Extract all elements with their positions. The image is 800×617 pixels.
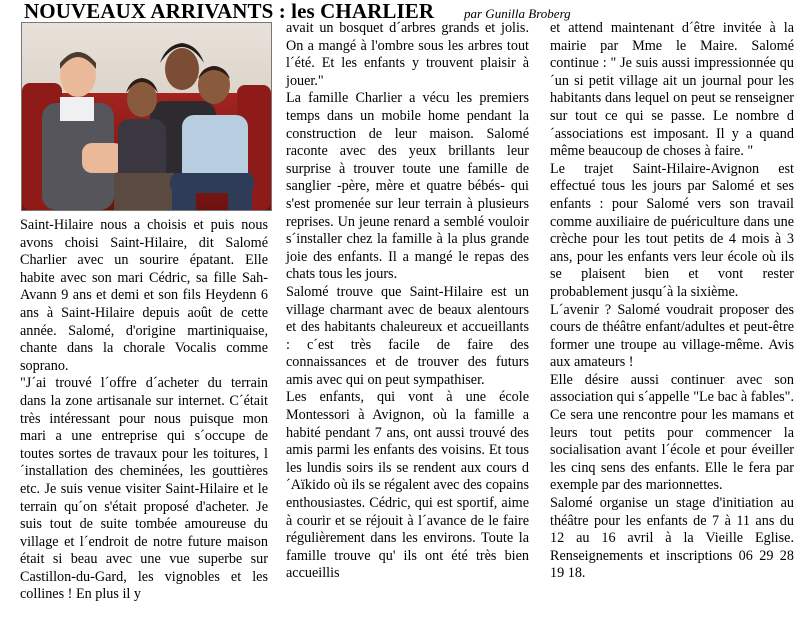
paragraph: et attend maintenant d´être invitée à la mairie par Mme le Maire. Salomé continue : " Je suis aussi impressionnée qu´un si petit village ait un journal pour les habitants dans lequel on peut se renseigner sur tout ce qui se passe. Le nombre d´associations est imposant. Il y a quand même beaucoup de choses à faire. " xyxy=(550,20,794,160)
paragraph: La famille Charlier a vécu les premiers temps dans un mobile home pendant la construction de leur maison. Salomé raconte avec des yeux brillants leur surprise à trouver toute une famille de sanglier -père, mère et quatre bébés- qui s'est promenée sur leur terrain à plusieurs reprises. Un jeune renard a semblé vouloir s´installer chez la famille à la plus grande joie des enfants. Il a mangé le repas des chats tous les jours. xyxy=(286,90,529,283)
paragraph: Elle désire aussi continuer avec son association qui s´appelle "Le bac à fables". Ce sera une rencontre pour les mamans et leurs tout petits pour commencer la socialisation avant l´école et pour éveiller les cinq sens des enfants. Elle le fera par exemple par des marionnettes. xyxy=(550,371,794,494)
article-headline: NOUVEAUX ARRIVANTS : les CHARLIER xyxy=(24,0,435,23)
paragraph: Le trajet Saint-Hilaire-Avignon est effectué tous les jours par Salomé et ses enfants : pour Salomé vers son travail comme auxiliaire de puériculture dans une crèche pour les tout petits de 4 mois à 3 ans, pour les enfants vers leur école où ils se plaisent bien et vont rester probablement jusqu´à la sixième. xyxy=(550,160,794,300)
column-1 xyxy=(20,217,268,604)
paragraph: Salomé organise un stage d'initiation au théâtre pour les enfants de 7 à 11 ans du 12 au 16 avril à la Vieille Eglise. Renseignements et inscriptions 06 29 28 19 18. xyxy=(550,495,794,582)
paragraph: Salomé trouve que Saint-Hilaire est un village charmant avec de beaux alentours et des habitants chaleureux et accueillants : c´est très facile de faire des connaissances et de trouver des futurs amis avec qui on peut sympathiser. xyxy=(286,283,529,388)
paragraph: avait un bosquet d´arbres grands et jolis. On a mangé à l'ombre sous les arbres tout l´été. Et les enfants y trouvent plaisir à jouer." xyxy=(286,20,529,89)
article-byline: par Gunilla Broberg xyxy=(464,6,571,21)
column-2 xyxy=(286,20,529,583)
paragraph: L´avenir ? Salomé voudrait proposer des cours de théâtre enfant/adultes et peut-être former une troupe au village-même. Avis aux amateurs ! xyxy=(550,301,794,371)
family-photo xyxy=(21,22,272,211)
column-3 xyxy=(550,20,794,583)
paragraph: Les enfants, qui vont à une école Montessori à Avignon, où la famille a habité pendant 7 ans, ont aussi trouvé des amis parmi les enfants des voisins. Et tous les lundis soirs ils se rendent aux cours d´Aïkido où ils se régalent avec des copains enthousiastes. Cédric, qui est sportif, aime à courir et se réjouit à l´avance de le faire régulièrement dans les environs. Toute la famille trouve qu' ils ont été très bien accueillis xyxy=(286,389,529,582)
paragraph: Saint-Hilaire nous a choisis et puis nous avons choisi Saint-Hilaire, dit Salomé Charlier avec un sourire épatant. Elle habite avec son mari Cédric, sa fille Sah-Avann 9 ans et demi et son fils Heydenn 6 ans à Saint-Hilaire depuis août de cette année. Salomé, d'origine martiniquaise, chante dans la chorale Vocalis comme soprano. xyxy=(20,217,268,374)
paragraph: "J´ai trouvé l´offre d´acheter du terrain dans la zone artisanale sur internet. C´était très intéressant pour nous puisque mon mari a une entreprise qui s´occupe de toutes sortes de travaux pour les toitures, l´installation des cheminées, les gouttières etc. Je suis venue visiter Saint-Hilaire et le terrain qu´on s'était proposé d'acheter. Je suis tout de suite tombée amoureuse du village et l´endroit de notre future maison était si beau avec une vue superbe sur Castillon-du-Gard, les vignobles et les collines ! En plus il y xyxy=(20,375,268,603)
